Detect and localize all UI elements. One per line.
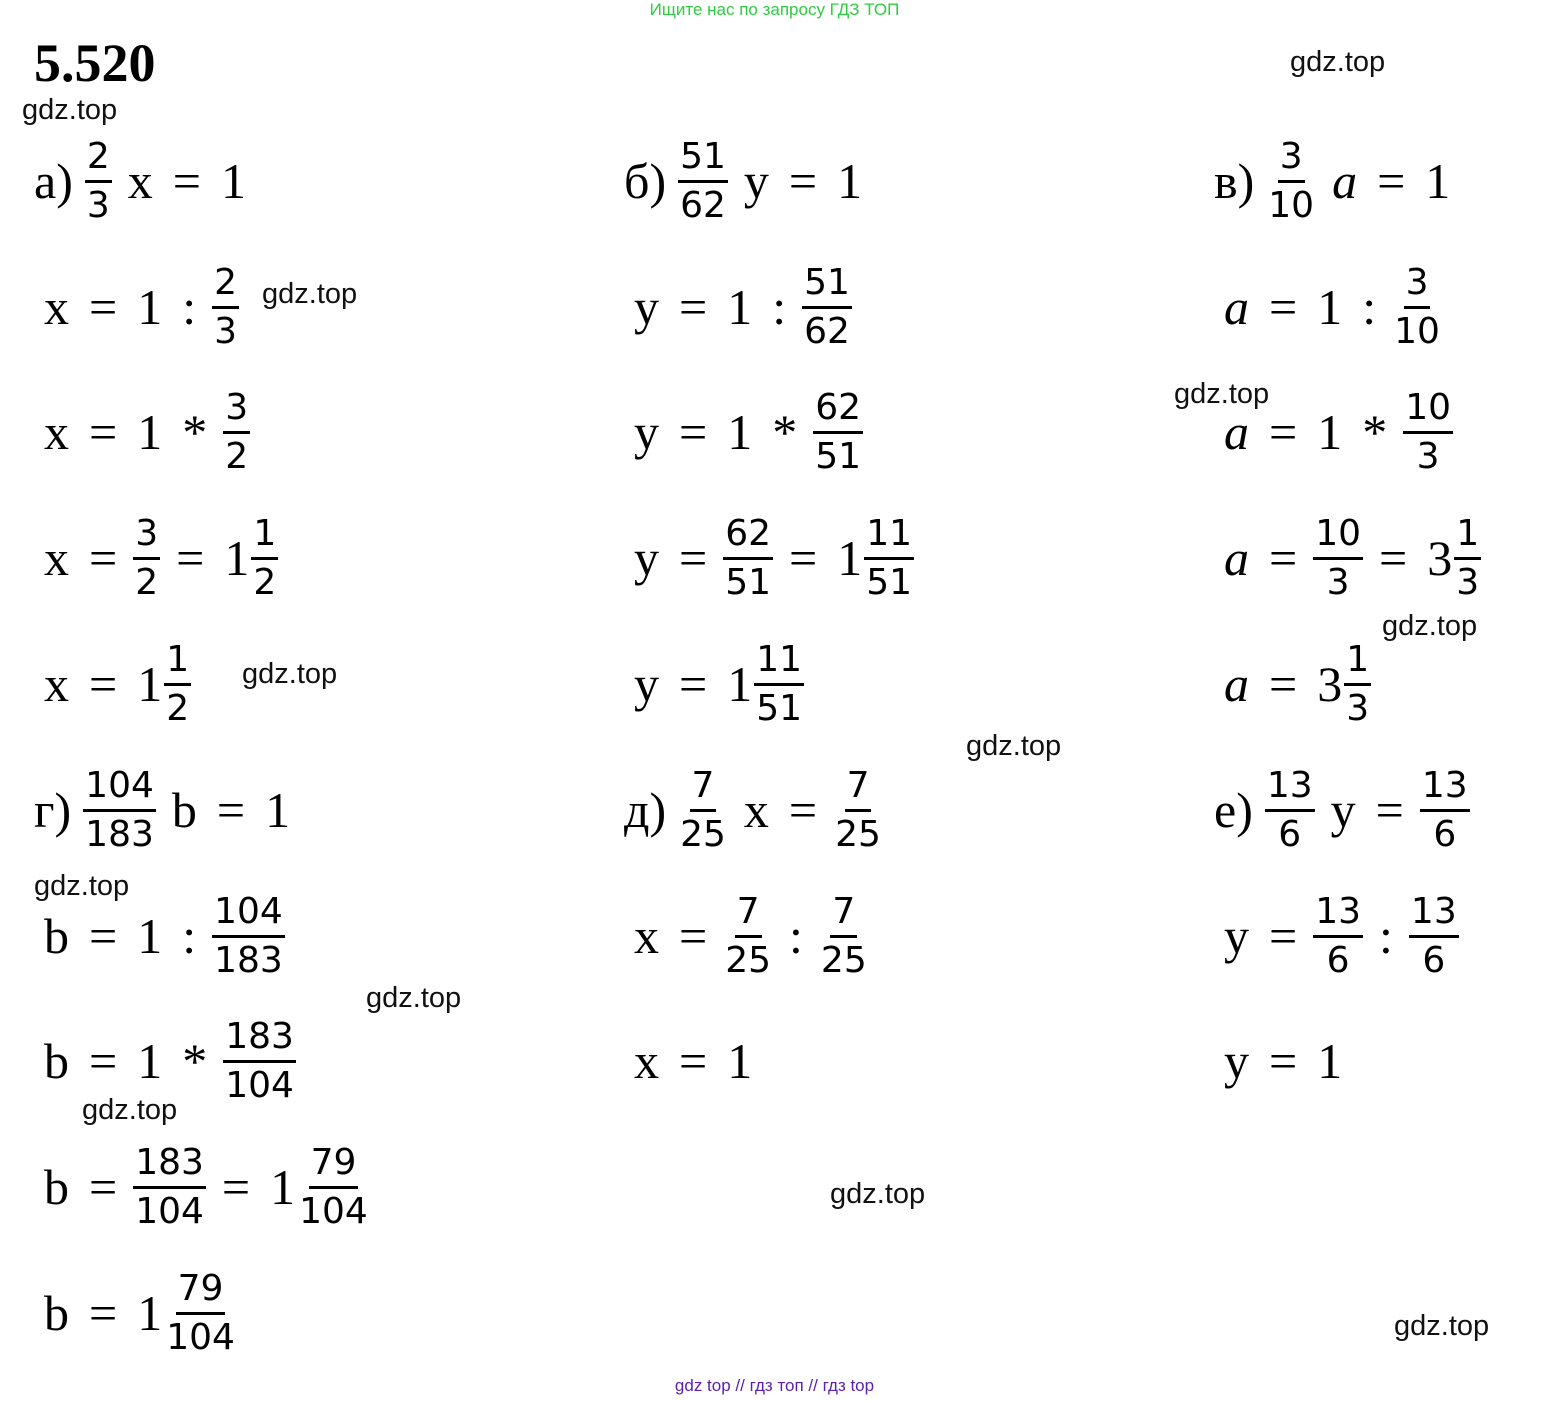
equals-sign: = [89,1285,118,1341]
numerator: 7 [845,768,872,812]
fraction [802,261,852,352]
math-term: x [44,404,69,460]
math-term: y [634,656,659,712]
math-term: 1 [1317,1033,1343,1089]
equals-sign: = [789,530,818,586]
division-sign: : [1379,908,1393,964]
numerator: 51 [802,265,852,309]
numerator: 1 [1454,516,1481,560]
denominator: 3 [1456,561,1480,603]
part-label: б) [624,153,667,209]
math-term: b [44,1285,69,1341]
fraction [212,890,285,981]
watermark: gdz.top [82,1094,178,1126]
equals-sign: = [89,530,118,586]
equation-line [1214,876,1465,996]
multiply-sign: * [182,404,208,460]
numerator: 183 [133,1145,206,1189]
denominator: 104 [166,1316,235,1358]
equals-sign: = [1269,530,1298,586]
equation-line [1214,498,1497,618]
numerator: 13 [1313,894,1363,938]
math-term: 1 [837,153,863,209]
fraction [164,638,191,729]
denominator: 3 [1346,687,1370,729]
fraction [1313,512,1363,603]
denominator: 10 [1268,184,1315,226]
variable: a [1224,656,1249,712]
mixed-number [224,512,284,603]
equals-sign: = [788,782,818,838]
denominator: 183 [214,939,283,981]
denominator: 62 [804,310,850,352]
division-sign: : [772,279,787,335]
equation-line [624,498,930,618]
problem-number: 5.520 [34,33,156,93]
numerator: 7 [690,768,717,812]
equals-sign: = [89,279,118,335]
variable: a [1224,404,1249,460]
watermark: gdz.top [242,658,338,690]
top-banner: Ищите нас по запросу ГДЗ ТОП [649,0,900,19]
watermark: gdz.top [1382,610,1478,642]
denominator: 104 [299,1190,368,1232]
denominator: 51 [756,687,803,729]
equals-sign: = [1269,279,1298,335]
fraction [678,764,728,855]
denominator: 25 [680,813,726,855]
fraction [1266,135,1316,226]
denominator: 2 [135,561,159,603]
division-sign: : [1362,279,1377,335]
math-term: x [44,530,69,586]
variable: a [1224,530,1249,586]
denominator: 3 [214,310,238,352]
math-term: y [1330,782,1356,838]
equation-line [34,1127,386,1247]
math-term: 1 [137,908,163,964]
equation-line [34,624,207,744]
numerator: 79 [309,1145,359,1189]
equals-sign: = [89,1159,118,1215]
fraction [1420,764,1470,855]
denominator: 10 [1394,310,1440,352]
equals-sign: = [679,279,708,335]
fraction [297,1141,370,1232]
math-term: 1 [137,404,163,460]
numerator: 11 [754,642,804,686]
denominator: 51 [725,561,772,603]
equals-sign: = [679,530,708,586]
numerator: 7 [830,894,857,938]
denominator: 2 [166,687,190,729]
math-term: y [634,279,659,335]
numerator: 13 [1265,768,1315,812]
part-label: г) [34,782,72,838]
multiply-sign: * [182,1033,208,1089]
watermark: gdz.top [22,94,118,126]
equation-line [34,750,300,870]
math-term: x [743,782,769,838]
denominator: 2 [253,561,277,603]
equals-sign: = [216,782,246,838]
watermark: gdz.top [262,278,358,310]
fraction [83,764,156,855]
fraction [1392,261,1442,352]
part-label: е) [1214,782,1253,838]
fraction [223,386,250,477]
equals-sign: = [89,656,118,712]
mixed-number [137,638,197,729]
math-term: x [44,656,69,712]
numerator: 3 [1404,265,1431,309]
watermark: gdz.top [1174,378,1270,410]
numerator: 2 [85,139,112,183]
math-term: 1 [727,279,753,335]
fraction [1403,386,1453,477]
numerator: 62 [813,390,863,434]
math-term: b [44,1033,69,1089]
division-sign: : [182,279,197,335]
denominator: 6 [1422,939,1446,981]
math-term: 1 [1425,153,1451,209]
multiply-sign: * [1362,404,1388,460]
whole-part: 1 [270,1159,296,1215]
footer-links: gdz top // гдз топ // гдз top [674,1376,875,1395]
fraction [754,638,804,729]
equation-line [624,247,858,367]
numerator: 183 [223,1019,296,1063]
fraction [1313,890,1363,981]
watermark: gdz.top [830,1178,926,1210]
whole-part: 1 [137,1285,163,1341]
equals-sign: = [679,656,708,712]
fraction [133,512,160,603]
watermark: gdz.top [34,870,130,902]
mixed-number [727,638,810,729]
numerator: 3 [1278,139,1305,183]
equation-line [1214,1001,1352,1121]
division-sign: : [789,908,803,964]
watermark: gdz.top [366,982,462,1014]
fraction [723,512,773,603]
mixed-number [837,512,920,603]
equals-sign: = [89,404,118,460]
denominator: 6 [1326,939,1350,981]
division-sign: : [182,908,197,964]
math-term: x [634,908,659,964]
math-term: b [44,908,69,964]
math-term: 1 [137,1033,163,1089]
equals-sign: = [679,1033,708,1089]
equals-sign: = [679,908,708,964]
numerator: 10 [1403,390,1453,434]
numerator: 10 [1313,516,1363,560]
equation-line [34,498,294,618]
equation-line [624,876,875,996]
watermark: gdz.top [1290,46,1386,78]
fraction [85,135,112,226]
fraction [164,1267,237,1358]
denominator: 51 [866,561,913,603]
equation-line [624,624,820,744]
denominator: 62 [680,184,726,226]
equals-sign: = [1375,782,1404,838]
whole-part: 1 [837,530,863,586]
denominator: 3 [1416,435,1440,477]
equals-sign: = [1377,153,1406,209]
equation-line [624,1001,762,1121]
part-label: д) [624,782,667,838]
fraction [251,512,278,603]
fraction [1344,638,1371,729]
equation-line [1214,624,1387,744]
math-term: 1 [220,153,246,209]
denominator: 6 [1433,813,1457,855]
equals-sign: = [221,1159,251,1215]
math-term: 1 [137,279,163,335]
math-term: y [634,530,659,586]
equals-sign: = [89,908,118,964]
math-term: x [44,279,69,335]
whole-part: 3 [1427,530,1453,586]
equals-sign: = [89,1033,118,1089]
math-term: y [1224,1033,1249,1089]
fraction [678,135,728,226]
math-term: y [634,404,659,460]
denominator: 104 [135,1190,204,1232]
numerator: 1 [251,516,278,560]
denominator: 183 [85,813,154,855]
fraction [133,1141,206,1232]
fraction [864,512,914,603]
equation-line [1214,121,1460,241]
equals-sign: = [679,404,708,460]
equals-sign: = [1379,530,1408,586]
whole-part: 1 [727,656,753,712]
math-term: y [1224,908,1249,964]
watermark: gdz.top [966,730,1062,762]
whole-part: 1 [137,656,163,712]
fraction [223,1015,296,1106]
fraction [1265,764,1315,855]
equation-line [624,372,869,492]
math-term: x [127,153,153,209]
variable: a [1224,279,1249,335]
fraction [1454,512,1481,603]
fraction [819,890,869,981]
equals-sign: = [1269,404,1298,460]
mixed-number [1427,512,1487,603]
fraction [813,386,863,477]
denominator: 3 [1326,561,1350,603]
equation-line [1214,750,1476,870]
equals-sign: = [788,153,818,209]
mixed-number [137,1267,243,1358]
denominator: 6 [1278,813,1302,855]
numerator: 13 [1409,894,1459,938]
math-term: 1 [1317,404,1343,460]
fraction [833,764,883,855]
mixed-number [270,1141,376,1232]
numerator: 1 [164,642,191,686]
equation-line [34,247,245,367]
math-term: b [171,782,197,838]
denominator: 51 [815,435,862,477]
denominator: 25 [835,813,881,855]
equation-line [624,121,872,241]
equals-sign: = [176,530,205,586]
math-term: 1 [265,782,291,838]
numerator: 1 [1344,642,1371,686]
numerator: 3 [133,516,160,560]
denominator: 25 [820,939,867,981]
equation-line [624,750,889,870]
numerator: 104 [83,768,156,812]
math-term: b [44,1159,69,1215]
equals-sign: = [1269,656,1298,712]
math-term: 1 [727,404,753,460]
numerator: 11 [864,516,914,560]
variable: a [1332,153,1358,209]
equals-sign: = [172,153,201,209]
equals-sign: = [1269,1033,1298,1089]
part-label: в) [1214,153,1255,209]
multiply-sign: * [772,404,798,460]
whole-part: 1 [224,530,250,586]
fraction [212,261,239,352]
equals-sign: = [1269,908,1298,964]
equation-line [1214,247,1448,367]
numerator: 51 [678,139,728,183]
mixed-number [1317,638,1377,729]
math-term: 1 [727,1033,753,1089]
whole-part: 3 [1317,656,1343,712]
fraction [723,890,773,981]
equation-line [34,372,256,492]
math-term: y [743,153,769,209]
numerator: 2 [212,265,239,309]
equation-line [34,1253,253,1373]
numerator: 7 [735,894,762,938]
equation-line [34,121,256,241]
numerator: 3 [223,390,250,434]
math-term: 1 [1317,279,1343,335]
denominator: 2 [225,435,249,477]
denominator: 3 [86,184,110,226]
numerator: 104 [212,894,285,938]
denominator: 25 [725,939,772,981]
watermark: gdz.top [1394,1310,1490,1342]
part-label: а) [34,153,73,209]
math-term: x [634,1033,659,1089]
numerator: 62 [723,516,773,560]
fraction [1409,890,1459,981]
numerator: 13 [1420,768,1470,812]
numerator: 79 [176,1271,226,1315]
denominator: 104 [225,1064,294,1106]
